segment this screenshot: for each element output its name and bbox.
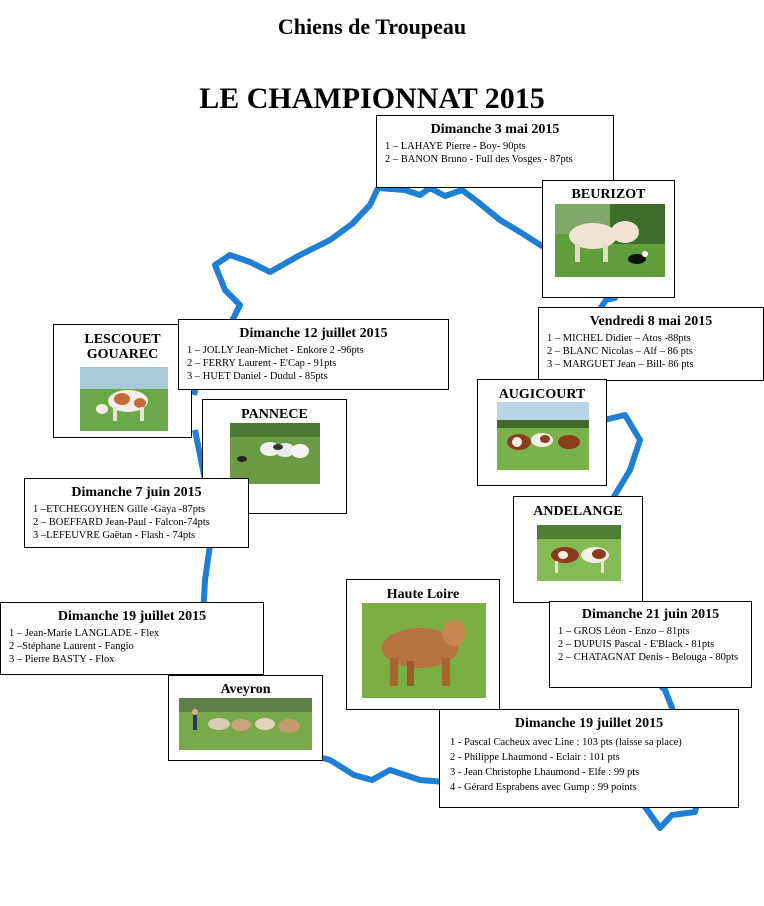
result-item: 4 - Gérard Esprabens avec Gump : 99 points	[450, 782, 637, 793]
result-item: 3 – Pierre BASTY - Flox	[9, 654, 115, 665]
event-box-3-mai	[376, 115, 614, 188]
place-aveyron	[168, 675, 323, 761]
cattle-photo	[80, 367, 168, 431]
event-date: Vendredi 8 mai 2015	[589, 314, 713, 329]
results-list	[450, 735, 728, 795]
cattle-photo	[537, 525, 621, 581]
cattle-photo	[497, 402, 589, 470]
result-item: 3 – MARGUET Jean – Bill- 86 pts	[547, 359, 694, 370]
results-list	[9, 627, 255, 666]
result-item: 1 – Jean-Marie LANGLADE - Flex	[9, 628, 160, 639]
place-beurizot	[542, 180, 675, 298]
place-name: AUGICOURT	[498, 387, 586, 402]
result-item: 3 – HUET Daniel - Dudul - 85pts	[187, 371, 328, 382]
cattle-photo	[179, 698, 312, 750]
results-list	[33, 503, 240, 542]
place-name: LESCOUET GOUAREC	[84, 332, 161, 362]
place-augicourt	[477, 379, 607, 486]
event-date: Dimanche 3 mai 2015	[430, 122, 560, 137]
results-list	[547, 332, 755, 371]
result-item: 3 - Jean Christophe Lhaumond - Elfe : 99 pts	[450, 767, 640, 778]
result-item: 2 – BANON Bruno - Full des Vosges - 87pts	[385, 154, 573, 165]
event-date: Dimanche 12 juillet 2015	[239, 326, 388, 341]
result-item: 1 - Pascal Cacheux avec Line : 103 pts (laisse sa place)	[450, 737, 682, 748]
event-box-7-juin	[24, 478, 249, 548]
result-item: 2 – BOEFFARD Jean-Paul - Falcon-74pts	[33, 517, 210, 528]
cattle-photo	[230, 423, 320, 484]
page-subtitle: Chiens de Troupeau	[277, 14, 467, 39]
result-item: 2 –Stéphane Laurent - Fangio	[9, 641, 134, 652]
place-name: Haute Loire	[386, 587, 460, 602]
place-haute-loire	[346, 579, 500, 710]
result-item: 2 – FERRY Laurent - E'Cap - 91pts	[187, 358, 337, 369]
results-list	[558, 625, 743, 664]
event-date: Dimanche 7 juin 2015	[71, 485, 202, 500]
event-date: Dimanche 21 juin 2015	[581, 607, 720, 622]
place-andelange	[513, 496, 643, 603]
event-box-19-juillet-a	[0, 602, 264, 675]
event-box-12-juillet	[178, 319, 449, 390]
event-box-19-juillet-b	[439, 709, 739, 808]
event-date: Dimanche 19 juillet 2015	[57, 609, 207, 624]
event-box-21-juin	[549, 601, 752, 688]
result-item: 1 – GROS Léon - Enzo – 81pts	[558, 626, 690, 637]
results-list	[385, 140, 605, 166]
cattle-photo	[362, 603, 486, 698]
result-item: 3 –LEFEUVRE Gaëtan - Flash - 74pts	[33, 530, 196, 541]
place-name: ANDELANGE	[533, 504, 623, 519]
result-item: 2 – DUPUIS Pascal - E'Black - 81pts	[558, 639, 715, 650]
result-item: 2 - Philippe Lhaumond - Eclair : 101 pts	[450, 752, 620, 763]
results-list	[187, 344, 440, 383]
place-name: BEURIZOT	[571, 187, 646, 202]
place-name: PANNECE	[241, 407, 308, 422]
result-item: 1 – MICHEL Didier – Atos -88pts	[547, 333, 691, 344]
result-item: 1 – LAHAYE Pierre - Boy- 90pts	[385, 141, 526, 152]
cattle-photo	[555, 204, 665, 277]
result-item: 1 – JOLLY Jean-Michet - Enkore 2 -96pts	[187, 345, 364, 356]
place-name: Aveyron	[220, 682, 271, 697]
result-item: 2 – BLANC Nicolas – Alf – 86 pts	[547, 346, 693, 357]
result-item: 2 – CHATAGNAT Denis - Belouga - 80pts	[558, 652, 739, 663]
page-title: LE CHAMPIONNAT 2015	[199, 82, 545, 115]
event-date: Dimanche 19 juillet 2015	[514, 716, 664, 731]
event-box-8-mai	[538, 307, 764, 381]
result-item: 1 –ETCHEGOYHEN Gille -Gaya -87pts	[33, 504, 206, 515]
place-lescouet-gouarec	[53, 324, 192, 438]
